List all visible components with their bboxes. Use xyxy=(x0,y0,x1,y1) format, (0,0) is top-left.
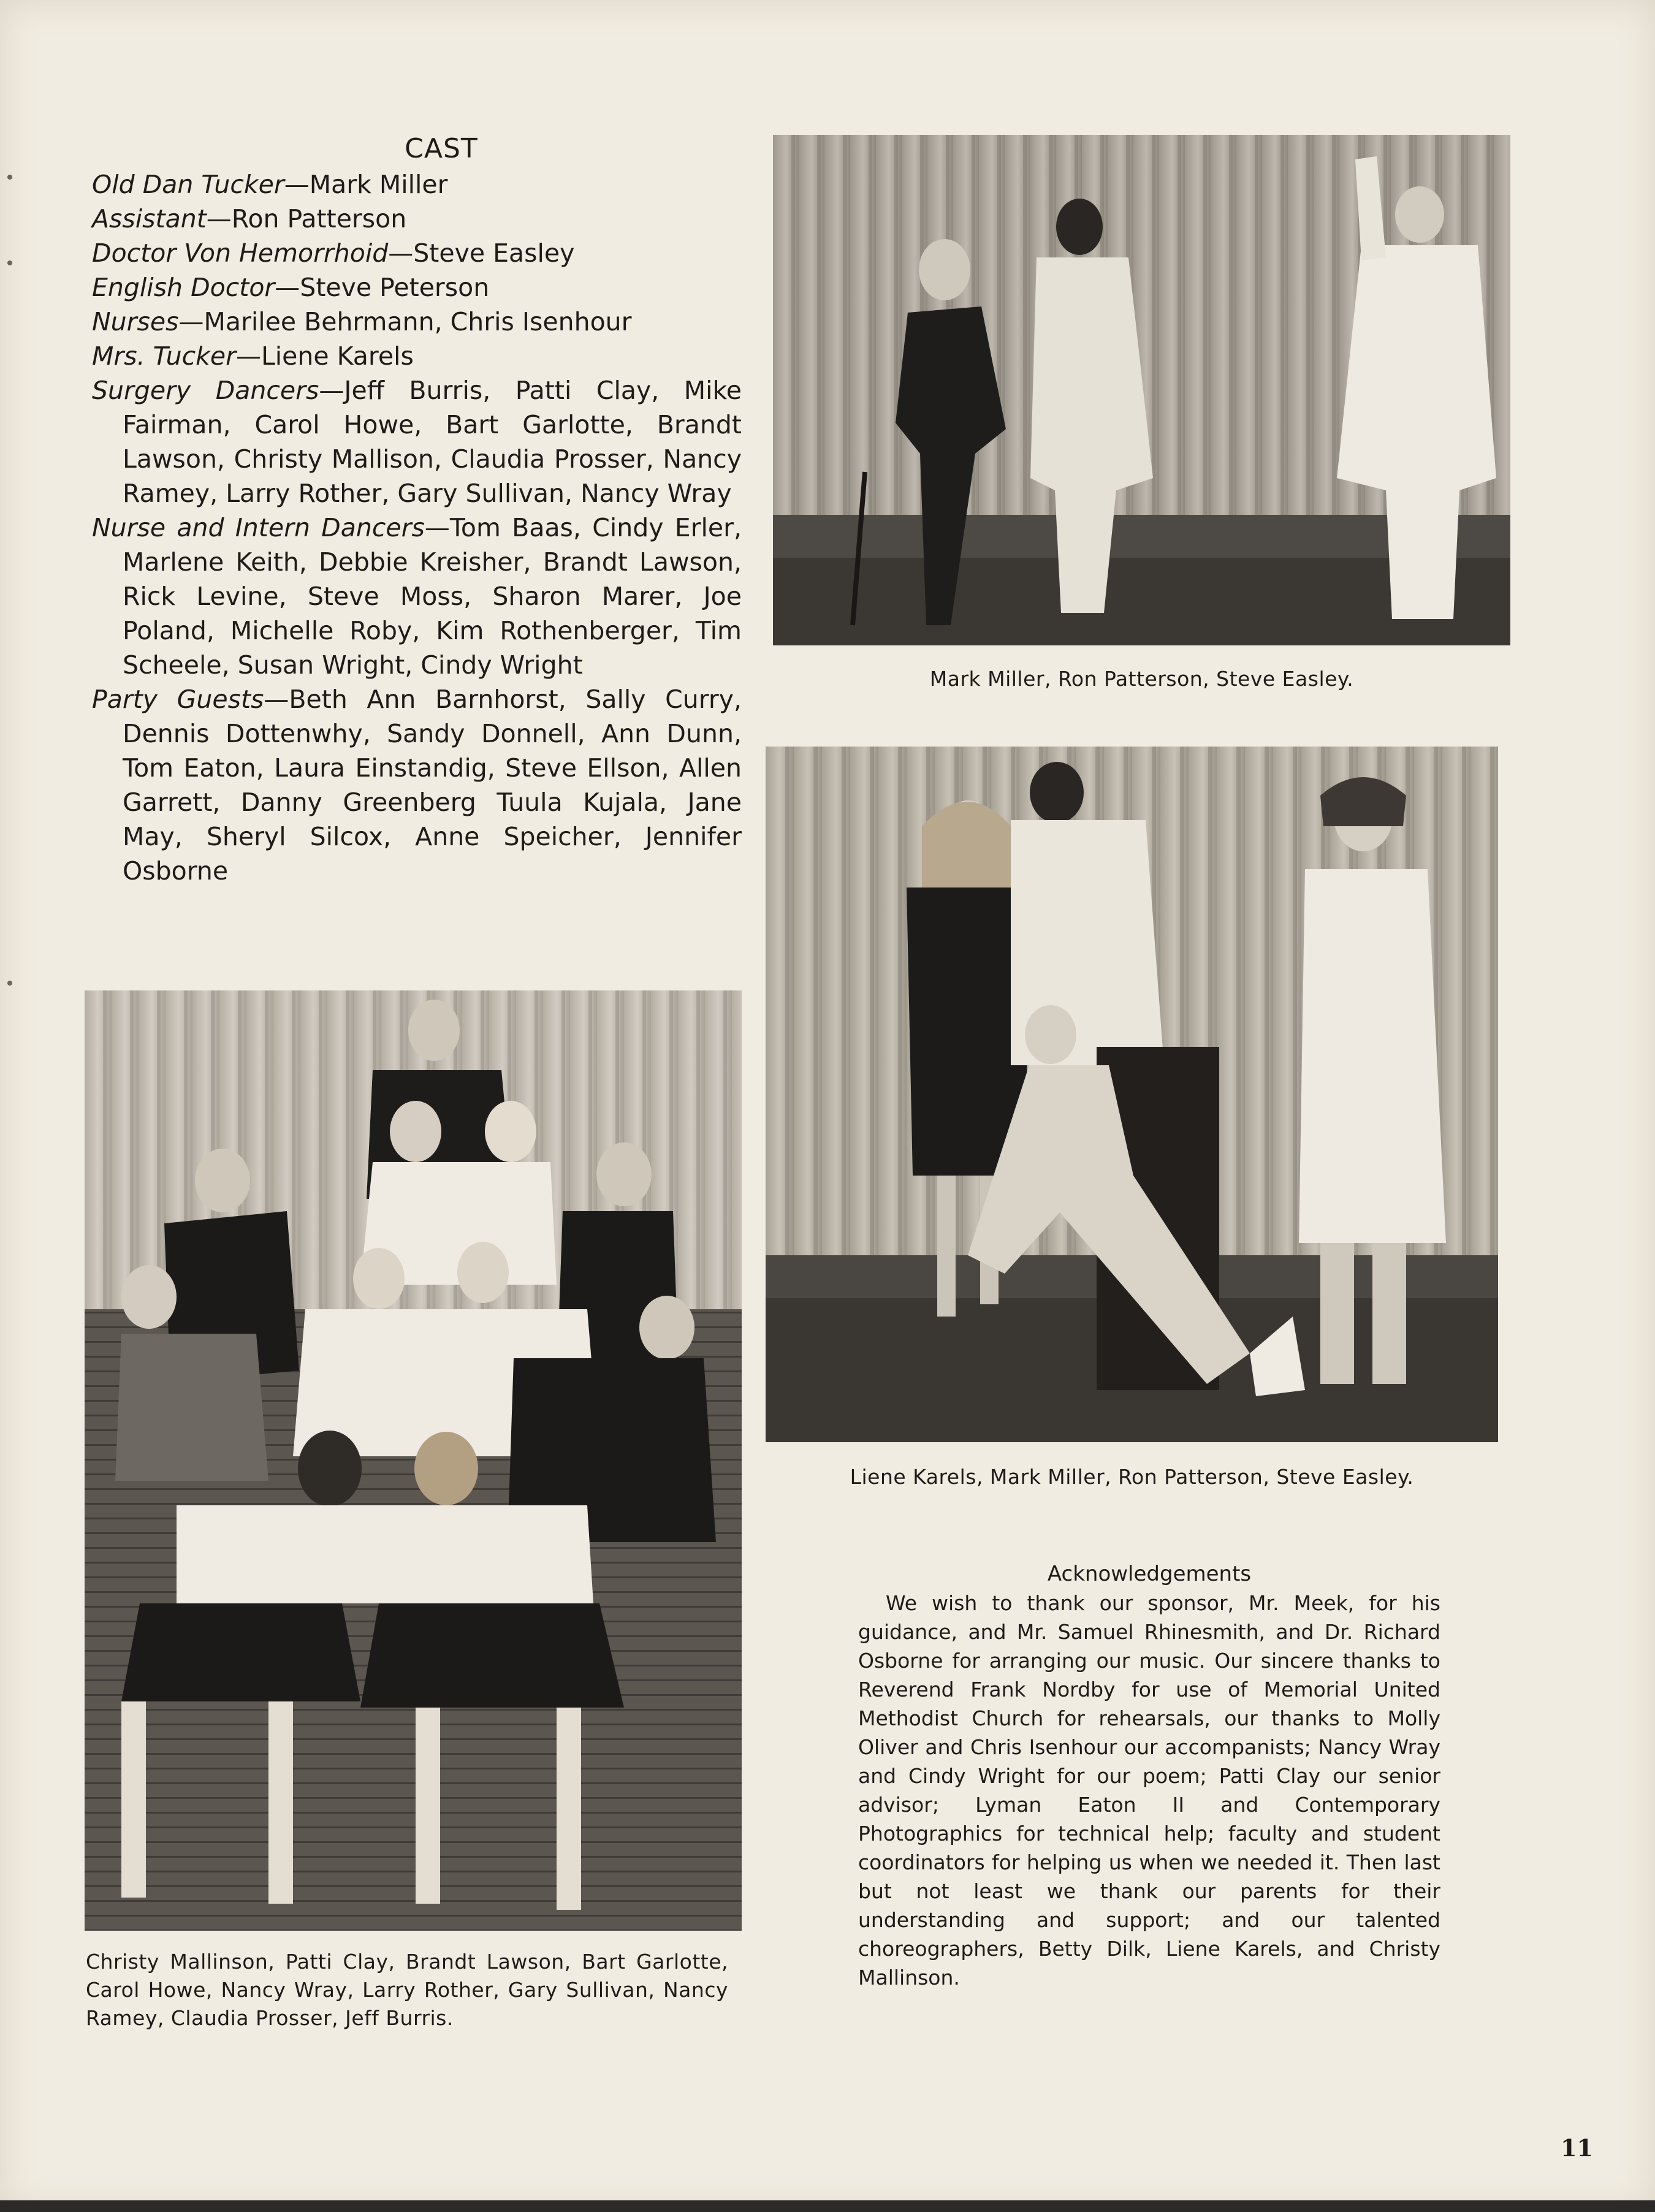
photo-stage-scene-middle xyxy=(766,747,1498,1442)
binding-hole xyxy=(7,175,12,180)
cast-list xyxy=(92,132,742,888)
cast-entry xyxy=(92,167,742,202)
cast-role: Surgery Dancers xyxy=(92,376,319,405)
cast-names: —Jeff Burris, Patti Clay, Mike Fairman, Carol Howe, Bart Garlotte, Brandt Lawson, Christy Mallison, Claudia Prosser, Nancy Ramey, Larry Rother, Gary Sullivan, Nancy Wray xyxy=(123,376,742,508)
acknowledgements-body: We wish to thank our sponsor, Mr. Meek, for his guidance, and Mr. Samuel Rhinesmith, and Dr. Richard Osborne for arranging our music. Our sincere thanks to Reverend Frank Nordby for use of Memorial United Methodist Church for rehearsals, our thanks to Molly Oliver and Chris Isenhour our accompanists; Nancy Wray and Cindy Wright for our poem; Patti Clay our senior advisor; Lyman Eaton II and Contemporary Photographics for technical help; faculty and student coordinators for helping us when we needed it. Then last but not least we thank our parents for their understanding and support; and our talented choreographers, Betty Dilk, Liene Karels, and Christy Mallinson. xyxy=(858,1591,1440,1990)
cast-names: —Steve Easley xyxy=(388,238,575,268)
photo-dance-group xyxy=(85,990,742,1931)
cast-role: Nurses xyxy=(92,307,179,336)
cast-names: —Ron Patterson xyxy=(206,204,407,234)
photo-image xyxy=(766,747,1498,1442)
cast-role: English Doctor xyxy=(92,273,275,302)
cast-entry xyxy=(92,305,742,339)
cast-entry xyxy=(92,339,742,373)
binding-hole xyxy=(7,981,12,986)
photo-stage-scene-top xyxy=(773,135,1510,645)
cast-entry xyxy=(92,682,742,888)
scan-bottom-edge xyxy=(0,2200,1655,2212)
cast-role: Nurse and Intern Dancers xyxy=(92,513,425,542)
cast-role: Assistant xyxy=(92,204,207,234)
cast-entry xyxy=(92,236,742,270)
acknowledgements-title: Acknowledgements xyxy=(1047,1562,1252,1586)
caption-photo-left: Christy Mallinson, Patti Clay, Brandt Lawson, Bart Garlotte, Carol Howe, Nancy Wray, Larry Rother, Gary Sullivan, Nancy Ramey, Claudia Prosser, Jeff Burris. xyxy=(86,1950,728,2030)
cast-names: —Marilee Behrmann, Chris Isenhour xyxy=(178,307,632,336)
photo-image xyxy=(773,135,1510,645)
page-number: 11 xyxy=(1561,2134,1593,2162)
cast-names: —Liene Karels xyxy=(235,341,414,371)
cast-title: CAST xyxy=(405,133,478,164)
cast-role: Party Guests xyxy=(92,685,264,714)
cast-entry xyxy=(92,270,742,305)
binding-hole xyxy=(7,260,12,265)
acknowledgements xyxy=(858,1560,1440,1992)
cast-entry xyxy=(92,202,742,236)
cast-entry xyxy=(92,511,742,682)
cast-names: —Beth Ann Barnhorst, Sally Curry, Dennis Dottenwhy, Sandy Donnell, Ann Dunn, Tom Eaton, Laura Einstandig, Steve Ellson, Allen Garrett, Danny Greenberg Tuula Kujala, Jane May, Sheryl Silcox, Anne Speicher, Jennifer Osborne xyxy=(123,685,742,886)
cast-role: Old Dan Tucker xyxy=(92,170,284,199)
cast-role: Mrs. Tucker xyxy=(92,341,236,371)
cast-entry xyxy=(92,373,742,511)
photo-image xyxy=(85,990,742,1931)
caption-photo-middle-right: Liene Karels, Mark Miller, Ron Patterson, Steve Easley. xyxy=(850,1465,1414,1489)
cast-names: —Tom Baas, Cindy Erler, Marlene Keith, Debbie Kreisher, Brandt Lawson, Rick Levine, Steve Moss, Sharon Marer, Joe Poland, Michelle Roby, Kim Rothenberger, Tim Scheele, Susan Wright, Cindy Wright xyxy=(123,513,742,680)
cast-role: Doctor Von Hemorrhoid xyxy=(92,238,389,268)
caption-photo-top-right: Mark Miller, Ron Patterson, Steve Easley. xyxy=(929,667,1354,691)
cast-names: —Mark Miller xyxy=(284,170,448,199)
cast-names: —Steve Peterson xyxy=(275,273,490,302)
